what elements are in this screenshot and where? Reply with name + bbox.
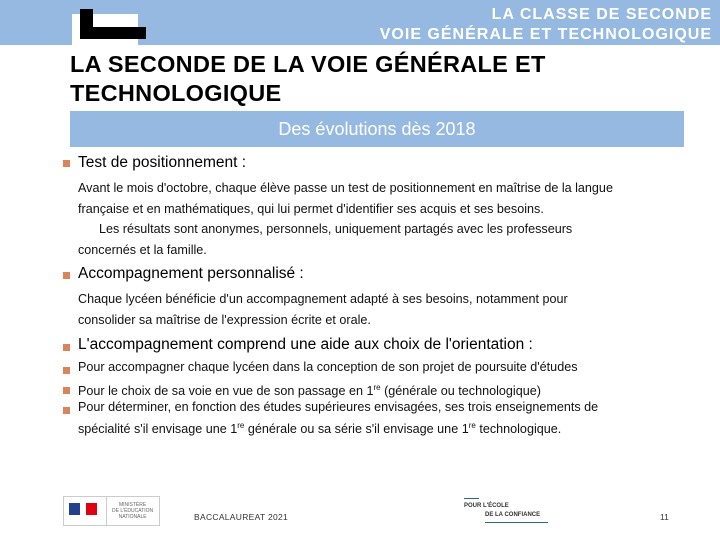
- text: générale ou sa série s'il envisage une 1: [244, 421, 469, 436]
- bullet-icon: [63, 387, 70, 394]
- text-line: NATIONALE: [118, 514, 147, 520]
- text-line: POUR L'ÉCOLE: [464, 503, 509, 509]
- paragraph: [78, 178, 613, 260]
- footer-label: BACCALAUREAT 2021: [194, 512, 289, 522]
- text-line: Les résultats sont anonymes, personnels, uniquement partagés avec les professeurs: [99, 222, 573, 236]
- text-line: Pour déterminer, en fonction des études supérieures envisagées, ses trois enseignements de: [78, 400, 599, 414]
- text-line: Chaque lycéen bénéficie d'un accompagnement adapté à ses besoins, notamment pour: [78, 292, 568, 306]
- list-item: [78, 379, 541, 401]
- logo-mark-bar: [80, 27, 146, 39]
- decor-line: [464, 498, 479, 499]
- republic-flag-icon: [69, 503, 97, 515]
- page-number: 11: [660, 512, 669, 522]
- text-line: [78, 417, 598, 439]
- text: technologique.: [475, 421, 562, 436]
- text-line: MINISTÈRE: [118, 502, 147, 508]
- text: Pour le choix de sa voie en vue de son passage en 1: [78, 384, 374, 398]
- header-line-2: VOIE GÉNÉRALE ET TECHNOLOGIQUE: [379, 26, 712, 43]
- school-slogan-logo: [464, 502, 540, 520]
- superscript: re: [237, 420, 245, 430]
- title-line-2: TECHNOLOGIQUE: [70, 80, 282, 106]
- section-heading: L'accompagnement comprend une aide aux choix de l'orientation :: [78, 336, 533, 353]
- section-heading: Accompagnement personnalisé :: [78, 265, 304, 282]
- decor-line: [485, 522, 548, 523]
- page-title: [70, 50, 546, 108]
- divider: [106, 497, 107, 526]
- text-line: Avant le mois d'octobre, chaque élève passe un test de positionnement en maîtrise de la langue: [78, 181, 613, 195]
- bullet-icon: [63, 344, 70, 351]
- bullet-icon: [63, 160, 70, 167]
- bullet-icon: [63, 272, 70, 279]
- title-line-1: LA SECONDE DE LA VOIE GÉNÉRALE ET: [70, 51, 546, 77]
- superscript: re: [468, 420, 476, 430]
- subtitle-banner: Des évolutions dès 2018: [70, 111, 684, 147]
- ministry-name: [112, 502, 153, 520]
- list-item: [78, 399, 598, 438]
- bullet-icon: [63, 367, 70, 374]
- text: spécialité s'il envisage une 1: [78, 421, 238, 436]
- text: (générale ou technologique): [380, 384, 541, 398]
- text-line: DE L'ÉDUCATION: [112, 508, 154, 514]
- bullet-icon: [63, 407, 70, 414]
- header-line-1: LA CLASSE DE SECONDE: [491, 6, 712, 23]
- text-line: DE LA CONFIANCE: [485, 512, 541, 518]
- text-line: française et en mathématiques, qui lui permet d'identifier ses acquis et ses besoins.: [78, 201, 544, 216]
- text-line: concernés et la famille.: [78, 242, 207, 257]
- list-item: Pour accompagner chaque lycéen dans la conception de son projet de poursuite d'études: [78, 360, 578, 374]
- superscript: re: [373, 383, 381, 392]
- text-line: consolider sa maîtrise de l'expression écrite et orale.: [78, 312, 371, 327]
- paragraph: [78, 289, 568, 330]
- section-heading: Test de positionnement :: [78, 154, 247, 171]
